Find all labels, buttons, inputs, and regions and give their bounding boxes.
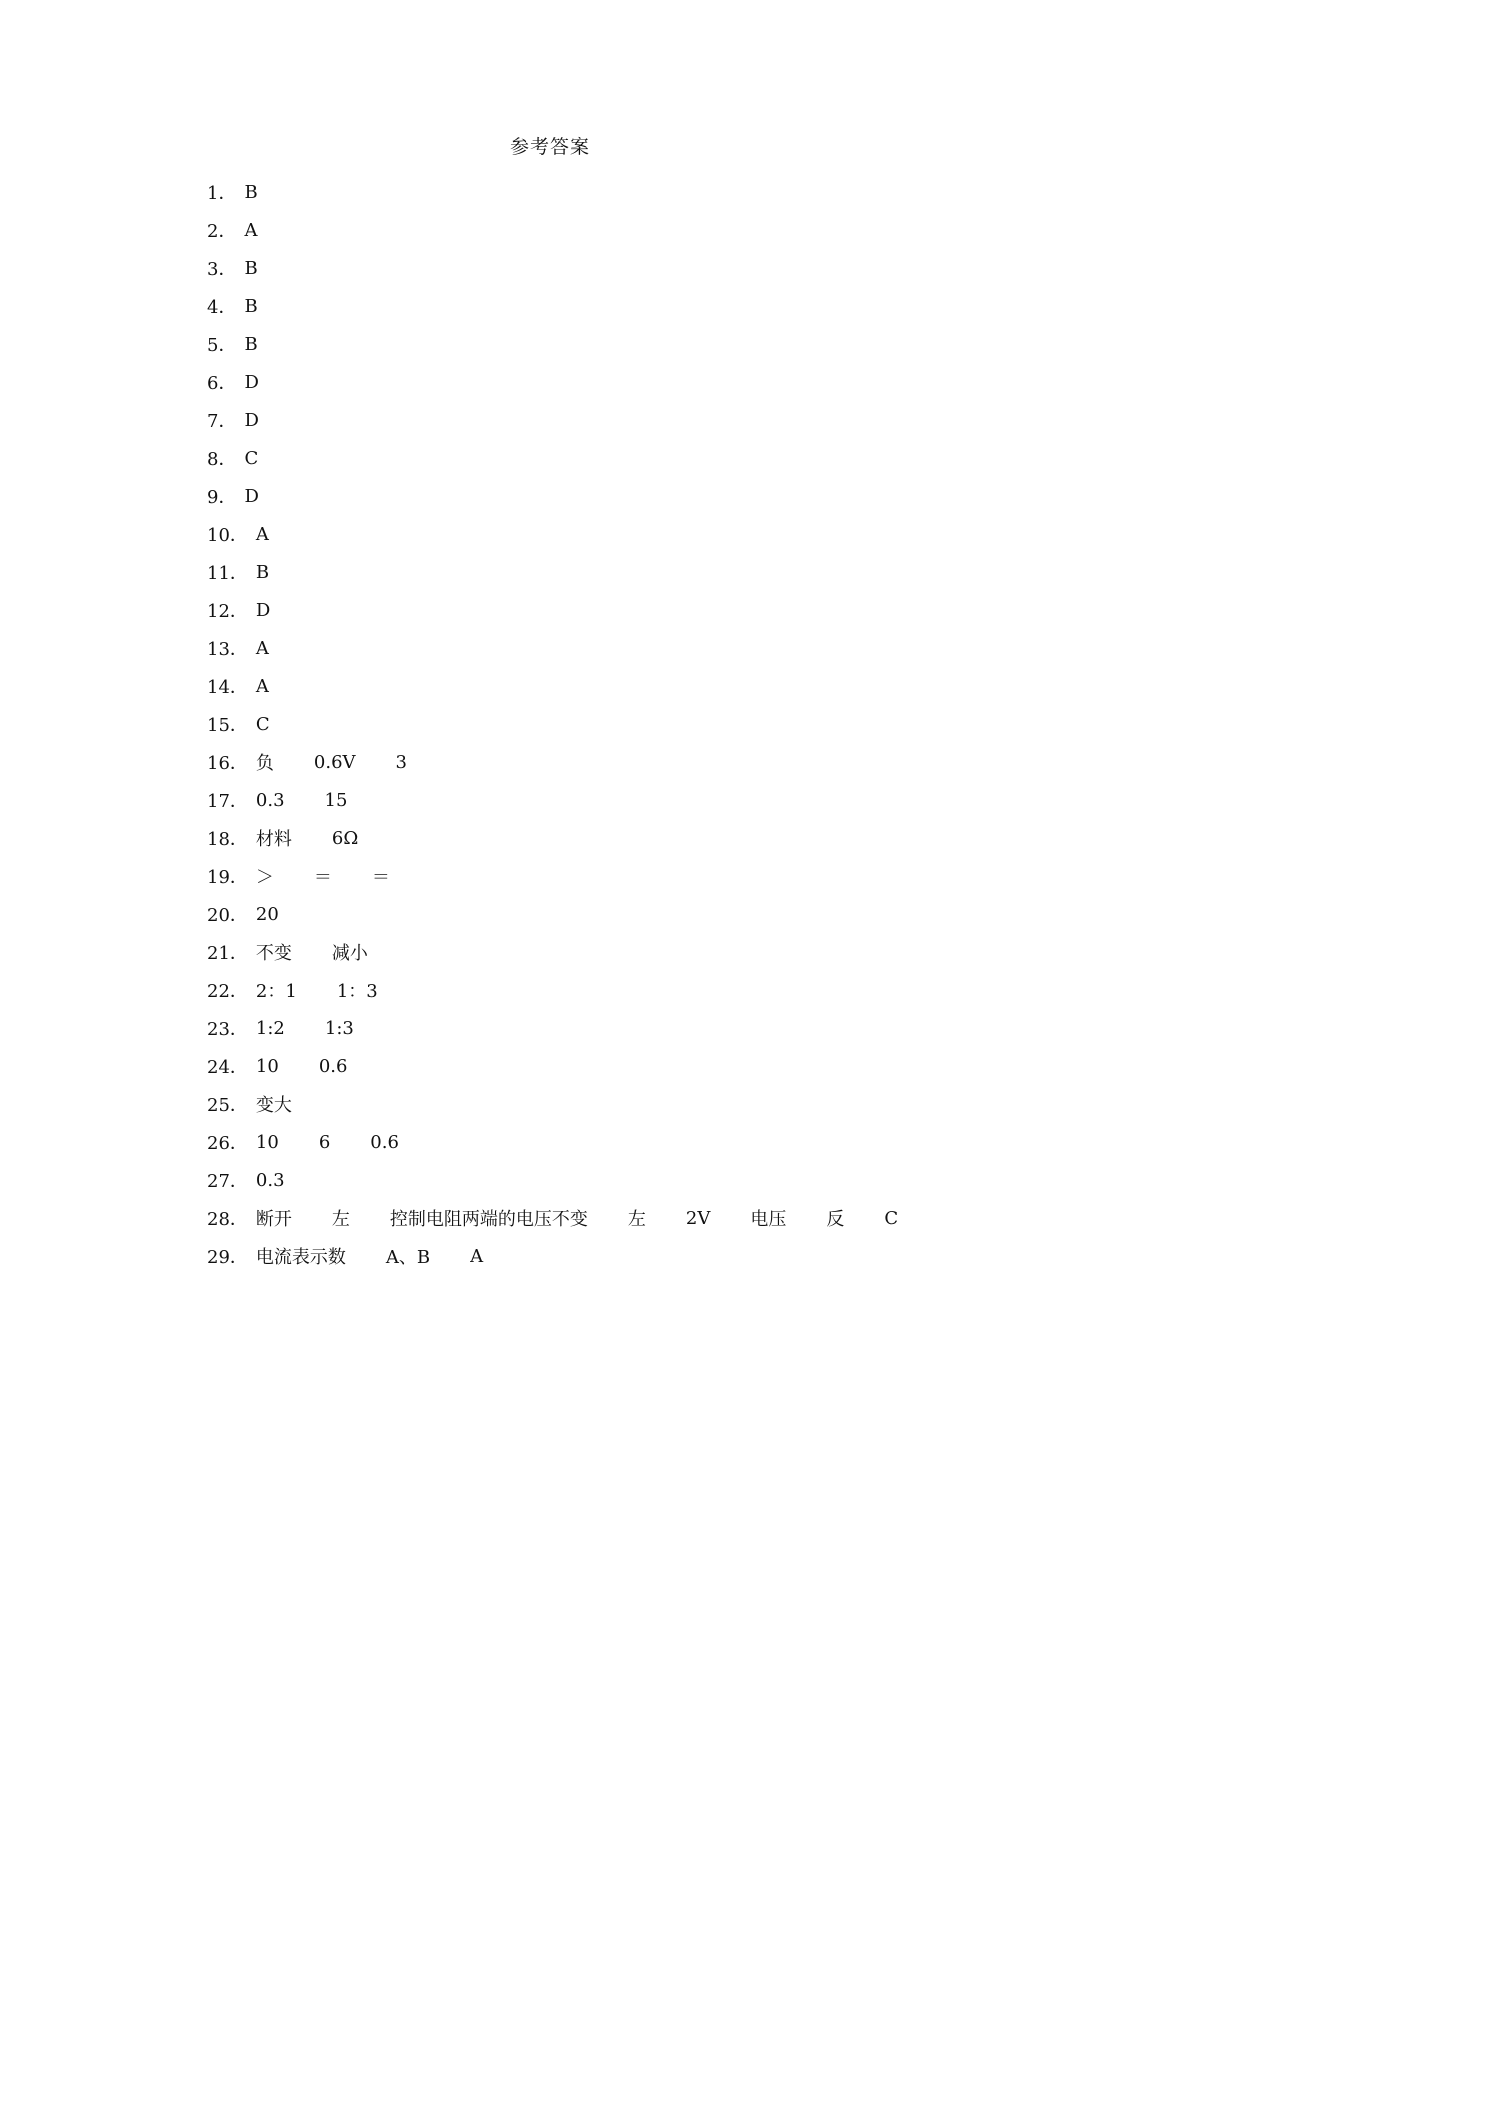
answer-value: 变大	[255, 1095, 292, 1116]
answer-value: 电流表示数	[255, 1247, 346, 1268]
answer-number: 28．	[207, 1209, 248, 1230]
answer-row	[207, 591, 898, 629]
answer-value: D	[244, 409, 259, 431]
answer-value: B	[244, 333, 258, 355]
answer-value: 2：1	[255, 981, 297, 1002]
answer-row	[207, 173, 898, 211]
answer-row	[207, 363, 898, 401]
answer-row	[207, 971, 898, 1009]
answer-row	[207, 477, 898, 515]
answer-row	[207, 401, 898, 439]
answer-value: 0.3	[255, 789, 285, 811]
answer-number: 20．	[207, 905, 248, 926]
answer-value: D	[255, 599, 271, 621]
answer-value: 2V	[685, 1207, 711, 1229]
answer-number: 6．	[207, 373, 237, 394]
answer-number: 13．	[207, 639, 248, 660]
answer-number: 24．	[207, 1057, 248, 1078]
answer-number: 12．	[207, 601, 248, 622]
answer-value: ＞	[255, 867, 274, 888]
answer-number: 2．	[207, 221, 237, 242]
answer-value: ＝	[313, 867, 332, 888]
answer-row	[207, 667, 898, 705]
answer-value: 0.6	[370, 1131, 399, 1153]
answer-value: B	[255, 561, 270, 583]
answer-number: 29．	[207, 1247, 248, 1268]
answer-number: 14．	[207, 677, 248, 698]
answer-row	[207, 553, 898, 591]
answer-value: 电压	[750, 1209, 787, 1230]
answer-row	[207, 743, 898, 781]
answer-row	[207, 211, 898, 249]
answer-row	[207, 895, 898, 933]
answer-row	[207, 515, 898, 553]
answer-value: ＝	[371, 867, 390, 888]
answer-row	[207, 705, 898, 743]
answer-row	[207, 1085, 898, 1123]
answer-number: 18．	[207, 829, 248, 850]
answer-value: 0.6V	[313, 751, 356, 773]
answer-value: 1：3	[336, 981, 378, 1002]
answer-number: 25．	[207, 1095, 248, 1116]
answer-row	[207, 439, 898, 477]
answer-value: 10	[255, 1055, 279, 1077]
answer-value: B	[244, 295, 258, 317]
answer-value: 材料	[255, 829, 292, 850]
answer-number: 7．	[207, 411, 237, 432]
answer-value: 0.6	[318, 1055, 348, 1077]
answer-value: C	[884, 1207, 899, 1229]
answer-value: 控制电阻两端的电压不变	[389, 1209, 588, 1230]
answer-value: 负	[255, 753, 274, 774]
answer-number: 8．	[207, 449, 237, 470]
answer-row	[207, 287, 898, 325]
answer-value: 6	[318, 1131, 331, 1153]
answer-number: 27．	[207, 1171, 248, 1192]
answer-number: 4．	[207, 297, 237, 318]
answer-number: 15．	[207, 715, 248, 736]
answer-value: 10	[255, 1131, 279, 1153]
answer-number: 17．	[207, 791, 248, 812]
answer-row	[207, 933, 898, 971]
answer-number: 23．	[207, 1019, 248, 1040]
answer-row	[207, 1199, 898, 1237]
answer-value: 不变	[255, 943, 292, 964]
answer-row	[207, 1237, 898, 1275]
answer-row	[207, 325, 898, 363]
answer-value: 1:2	[255, 1017, 285, 1039]
answer-row	[207, 1123, 898, 1161]
answer-number: 22．	[207, 981, 248, 1002]
answer-value: 反	[826, 1209, 845, 1230]
answer-number: 3．	[207, 259, 237, 280]
answer-value: B	[244, 257, 258, 279]
answer-value: D	[244, 371, 259, 393]
answer-row	[207, 819, 898, 857]
page-title: 参考答案	[509, 136, 590, 158]
answer-value: A	[244, 219, 258, 241]
answer-value: 左	[627, 1209, 646, 1230]
answer-number: 10．	[207, 525, 248, 546]
answer-value: 左	[331, 1209, 350, 1230]
answer-value: 0.3	[255, 1169, 285, 1191]
answer-value: A	[470, 1245, 484, 1267]
answer-row	[207, 249, 898, 287]
answer-row	[207, 1047, 898, 1085]
answer-value: A、B	[385, 1247, 431, 1268]
answer-value: 20	[255, 903, 279, 925]
answer-number: 5．	[207, 335, 237, 356]
answer-value: 断开	[255, 1209, 292, 1230]
answer-number: 9．	[207, 487, 237, 508]
answer-number: 1．	[207, 183, 237, 204]
answer-value: 3	[395, 751, 407, 773]
answer-row	[207, 1009, 898, 1047]
answer-value: B	[244, 181, 258, 203]
answer-row	[207, 781, 898, 819]
answer-value: D	[244, 485, 259, 507]
answer-number: 26．	[207, 1133, 248, 1154]
answer-number: 21．	[207, 943, 248, 964]
answer-number: 19．	[207, 867, 248, 888]
answer-value: C	[255, 713, 270, 735]
answer-value: A	[255, 675, 269, 697]
answer-row	[207, 857, 898, 895]
answer-value: 1:3	[324, 1017, 354, 1039]
answer-number: 16．	[207, 753, 248, 774]
answer-number: 11．	[207, 563, 248, 584]
answer-value: 6Ω	[331, 827, 359, 849]
answer-value: A	[255, 637, 269, 659]
answer-row	[207, 629, 898, 667]
answer-value: 15	[324, 789, 348, 811]
answer-list	[207, 173, 898, 1275]
answer-value: A	[255, 523, 269, 545]
answer-value: C	[244, 447, 259, 469]
answer-value: 减小	[331, 943, 368, 964]
answer-row	[207, 1161, 898, 1199]
